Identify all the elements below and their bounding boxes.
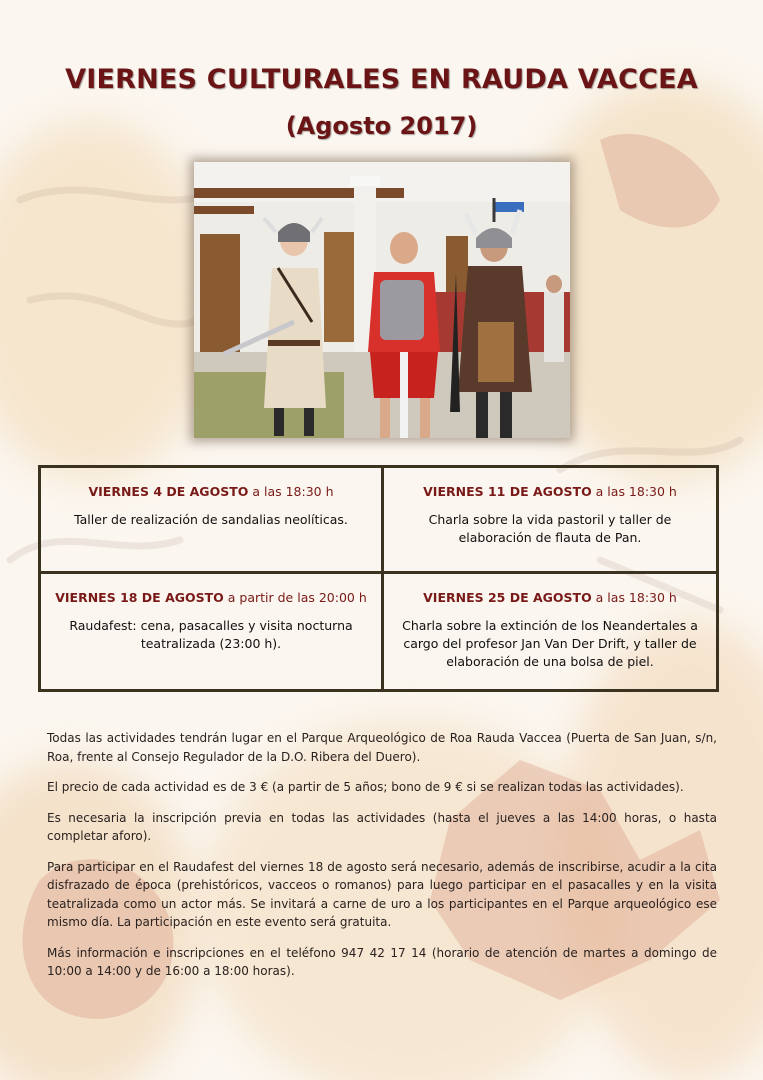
event-date: VIERNES 11 DE AGOSTO bbox=[423, 484, 592, 499]
information-notes bbox=[47, 729, 717, 993]
note-registration: Es necesaria la inscripción previa en todas las actividades (hasta el jueves a las 14:00 horas, o hasta completar aforo). bbox=[47, 810, 717, 843]
event-description: Taller de realización de sandalias neolíticas. bbox=[74, 512, 348, 527]
note-location: Todas las actividades tendrán lugar en el Parque Arqueológico de Roa Rauda Vaccea (Puerta de San Juan, s/n, Roa, frente al Consejo Regulador de la D.O. Ribera del Duero). bbox=[47, 731, 717, 764]
event-heading bbox=[394, 484, 706, 499]
event-heading bbox=[51, 484, 371, 499]
note-price: El precio de cada actividad es de 3 € (a partir de 5 años; bono de 9 € si se realizan todas las actividades). bbox=[47, 780, 684, 794]
event-time: a partir de las 20:00 h bbox=[223, 590, 367, 605]
reenactors-photo bbox=[194, 162, 570, 438]
page-title: VIERNES CULTURALES EN RAUDA VACCEA bbox=[65, 64, 698, 95]
event-date: VIERNES 25 DE AGOSTO bbox=[423, 590, 592, 605]
event-cell-1 bbox=[41, 468, 381, 571]
event-time: a las 18:30 h bbox=[248, 484, 334, 499]
event-description: Raudafest: cena, pasacalles y visita nocturna teatralizada (23:00 h). bbox=[69, 618, 353, 651]
event-date: VIERNES 4 DE AGOSTO bbox=[88, 484, 249, 499]
event-time: a las 18:30 h bbox=[591, 484, 677, 499]
event-cell-4 bbox=[381, 571, 716, 689]
page-subtitle: (Agosto 2017) bbox=[285, 112, 478, 140]
event-cell-3 bbox=[41, 571, 381, 689]
events-table bbox=[38, 465, 719, 692]
reenactors-illustration bbox=[194, 162, 570, 438]
event-time: a las 18:30 h bbox=[591, 590, 677, 605]
event-date: VIERNES 18 DE AGOSTO bbox=[55, 590, 224, 605]
event-description: Charla sobre la vida pastoril y taller de elaboración de flauta de Pan. bbox=[428, 512, 672, 545]
event-description: Charla sobre la extinción de los Neandertales a cargo del profesor Jan Van Der Drift, y taller de elaboración de una bolsa de piel. bbox=[402, 618, 698, 669]
event-heading bbox=[394, 590, 706, 605]
event-cell-2 bbox=[381, 468, 716, 571]
event-heading bbox=[51, 590, 371, 605]
note-raudafest: Para participar en el Raudafest del viernes 18 de agosto será necesario, además de inscribirse, acudir a la cita disfrazado de época (prehistóricos, vacceos o romanos) para luego participar en el pasacalles y en la visita teatralizada como un actor más. Se invitará a carne de uro a los participantes en el Parque arqueológico ese mismo día. La participación en este evento será gratuita. bbox=[47, 859, 717, 929]
note-contact: Más información e inscripciones en el teléfono 947 42 17 14 (horario de atención de martes a domingo de 10:00 a 14:00 y de 16:00 a 18:00 horas). bbox=[47, 945, 717, 978]
